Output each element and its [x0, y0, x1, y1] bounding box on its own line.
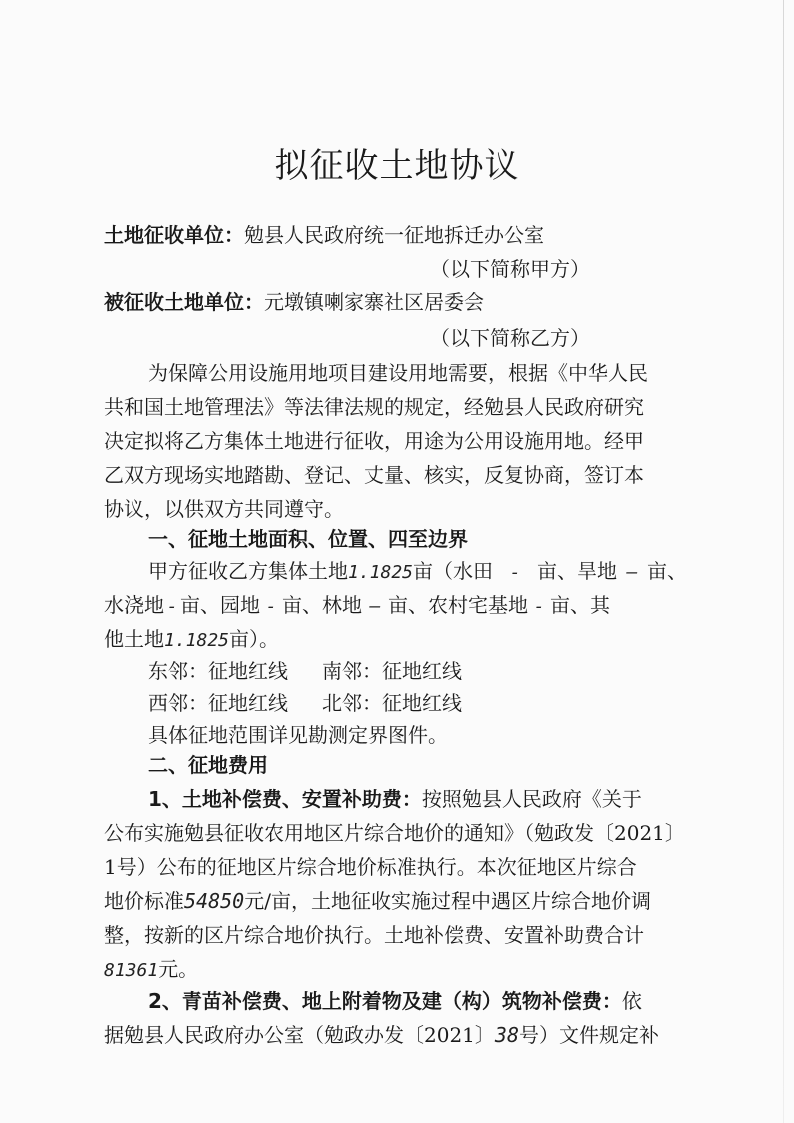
area-text: 他土地: [104, 627, 164, 651]
doc-number-handwritten: 38: [494, 1023, 519, 1047]
total-area-handwritten: 1.1825: [348, 562, 414, 583]
area-text: 亩、林地: [282, 593, 362, 617]
garden-value: -: [265, 596, 277, 617]
section2-heading: 二、征地费用: [148, 753, 268, 777]
party-b-note: （以下简称乙方）: [430, 326, 590, 350]
area-line-3: [104, 626, 279, 654]
irrigated-value: -: [166, 596, 178, 617]
intro-line: 协议，以供双方共同遵守。: [104, 497, 344, 521]
fee-text: 元。: [158, 957, 199, 981]
fee-text: 按照勉县人民政府《关于: [421, 787, 642, 811]
fee-item1-line-4: [104, 888, 651, 914]
fee-item2-line-1: [148, 988, 642, 1014]
fee-text: 据勉县人民政府办公室（勉政办发〔2021〕: [104, 1023, 495, 1047]
area-text: 亩）。: [229, 627, 280, 651]
party-a-line: [104, 222, 544, 248]
boundary-south: 南邻：征地红线: [322, 659, 462, 683]
price-handwritten: 54850: [184, 889, 245, 913]
map-note: 具体征地范围详见勘测定界图件。: [148, 723, 448, 747]
fee-item1-line-6: [104, 956, 198, 984]
party-a-note: （以下简称甲方）: [430, 257, 590, 281]
total-fee-handwritten: 81361: [104, 960, 159, 981]
fee-text: 号）文件规定补: [519, 1023, 659, 1047]
area-text: 亩、园地: [180, 593, 260, 617]
fee-item1-line-1: [148, 786, 642, 812]
other-area-handwritten: 1.1825: [164, 630, 230, 651]
fee-item1-line-3: 1号）公布的征地区片综合地价标准执行。本次征地区片综合: [104, 855, 637, 879]
area-text: 甲方征收乙方集体土地: [148, 559, 348, 583]
area-text: 水浇地: [104, 593, 164, 617]
area-line-2: [104, 592, 610, 620]
area-line-1: [148, 558, 687, 586]
section1-heading: 一、征地土地面积、位置、四至边界: [148, 527, 468, 551]
fee-item1-line-5: 整，按新的区片综合地价执行。土地补偿费、安置补助费合计: [104, 923, 644, 947]
fee-text: 地价标准: [104, 889, 184, 913]
area-text: 亩、旱地: [537, 559, 618, 583]
fee-text: 依: [621, 989, 642, 1013]
fee-item1-title: 1、土地补偿费、安置补助费：: [148, 787, 422, 811]
boundary-west: 西邻：征地红线: [148, 691, 288, 715]
fee-text: 元/亩，土地征收实施过程中遇区片综合地价调: [244, 889, 651, 913]
party-b-line: [104, 289, 484, 315]
area-text: 亩（水田: [413, 559, 494, 583]
area-text: 亩、其: [550, 593, 610, 617]
forest-value: —: [369, 596, 381, 617]
boundary-east: 东邻：征地红线: [148, 659, 288, 683]
party-a-label: 土地征收单位：: [104, 223, 244, 247]
boundary-north: 北邻：征地红线: [322, 691, 462, 715]
paddy-value: -: [509, 562, 521, 583]
fee-item1-line-2: 公布实施勉县征收农用地区片综合地价的通知》（勉政发〔2021〕: [104, 821, 685, 845]
area-text: 亩、农村宅基地: [388, 593, 528, 617]
dry-value: —: [626, 562, 638, 583]
area-text: 亩、: [647, 559, 688, 583]
party-a-name: 勉县人民政府统一征地拆迁办公室: [244, 223, 544, 247]
party-b-label: 被征收土地单位：: [104, 290, 264, 314]
intro-line: 为保障公用设施用地项目建设用地需要，根据《中华人民: [148, 361, 648, 385]
fee-item2-title: 2、青苗补偿费、地上附着物及建（构）筑物补偿费：: [148, 989, 622, 1013]
document-title: 拟征收土地协议: [274, 146, 520, 186]
intro-line: 决定拟将乙方集体土地进行征收，用途为公用设施用地。经甲: [104, 429, 644, 453]
intro-line: 共和国土地管理法》等法律法规的规定，经勉县人民政府研究: [104, 395, 644, 419]
party-b-name: 元墩镇喇家寨社区居委会: [264, 290, 484, 314]
fee-item2-line-2: [104, 1022, 659, 1048]
homestead-value: -: [533, 596, 545, 617]
intro-line: 乙双方现场实地踏勘、登记、丈量、核实，反复协商，签订本: [104, 463, 644, 487]
